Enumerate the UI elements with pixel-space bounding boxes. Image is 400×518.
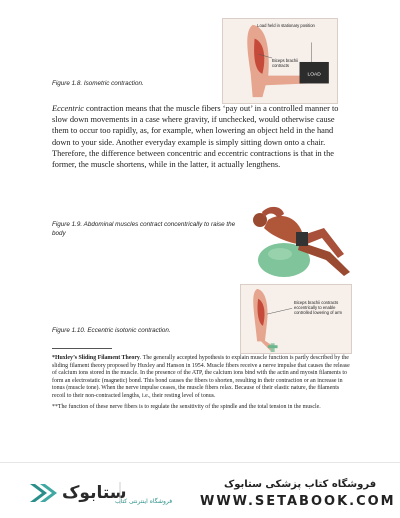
figure-1-10-caption: Figure 1.10. Eccentric isotonic contraction.	[52, 327, 171, 334]
footnote-nerve-fibers: **The function of these nerve fibers is to regulate the sensitivity of the spindle and the total tension in the muscle.	[52, 403, 321, 410]
footnote-divider	[52, 348, 112, 349]
biceps-eccentric-label: Biceps brachii contracts eccentrically to enable controlled lowering of arm	[294, 300, 342, 315]
load-label: LOAD	[307, 72, 321, 78]
footnotes	[52, 355, 352, 414]
footnote-huxley	[52, 355, 352, 401]
footnote-huxley-body: . The generally accepted hypothesis to explain muscle function is partly described by the sliding filament theory proposed by Huxley and Hanson in 1954. Muscle fibers receive a nerve impulse that causes the release of calcium ions stored in the muscle. In the presence of the ATP, the calcium ions bind with the actin and myosin filaments to form an electrostatic (magnetic) bond. This bond causes the fibers to shorten, resulting in their contraction or an increase in tonus (muscle tone). When the nerve impulse ceases, the muscle fibers relax. Because of their elastic nature, the filaments recoil to their non-contracted lengths, i.e., their resting level of tonus.	[52, 355, 350, 399]
footnote-huxley-title: *Huxley’s Sliding Filament Theory	[52, 355, 140, 361]
eccentric-paragraph-text: contraction means that the muscle fibers ‘pay out’ in a controlled manner to slow down movements in a case where gravity, if unchecked, would otherwise cause them to occur too rapidly, as, for example, when lowering an object held in the hand down to your side. Another everyday example is simply sitting down onto a chair. Therefore, the difference between concentric and eccentric contractions is that in the former, the muscle shortens, while in the latter, it actually lengthens.	[52, 104, 339, 170]
load-held-label: Load held in stationary position	[257, 23, 315, 28]
figure-1-9-caption: Figure 1.9. Abdominal muscles contract concentrically to raise the body	[52, 221, 236, 237]
eccentric-contraction-illustration	[240, 284, 352, 354]
eccentric-paragraph	[52, 103, 352, 170]
footer-url-link[interactable]: WWW.SETABOOK.COM	[200, 494, 396, 509]
setabook-logo-text: ستابوک	[62, 483, 127, 503]
eccentric-term: Eccentric	[52, 104, 84, 113]
footer-logo-subtitle: فروشگاه اینترنتی کتاب	[115, 498, 173, 505]
abdominal-crunch-illustration	[240, 198, 352, 278]
footer-store-title: فروشگاه کتاب پزشکی ستابوک	[224, 479, 377, 490]
figure-1-8-caption: Figure 1.8. Isometric contraction.	[52, 80, 144, 87]
biceps-label: Biceps brachii contracts	[272, 58, 299, 68]
